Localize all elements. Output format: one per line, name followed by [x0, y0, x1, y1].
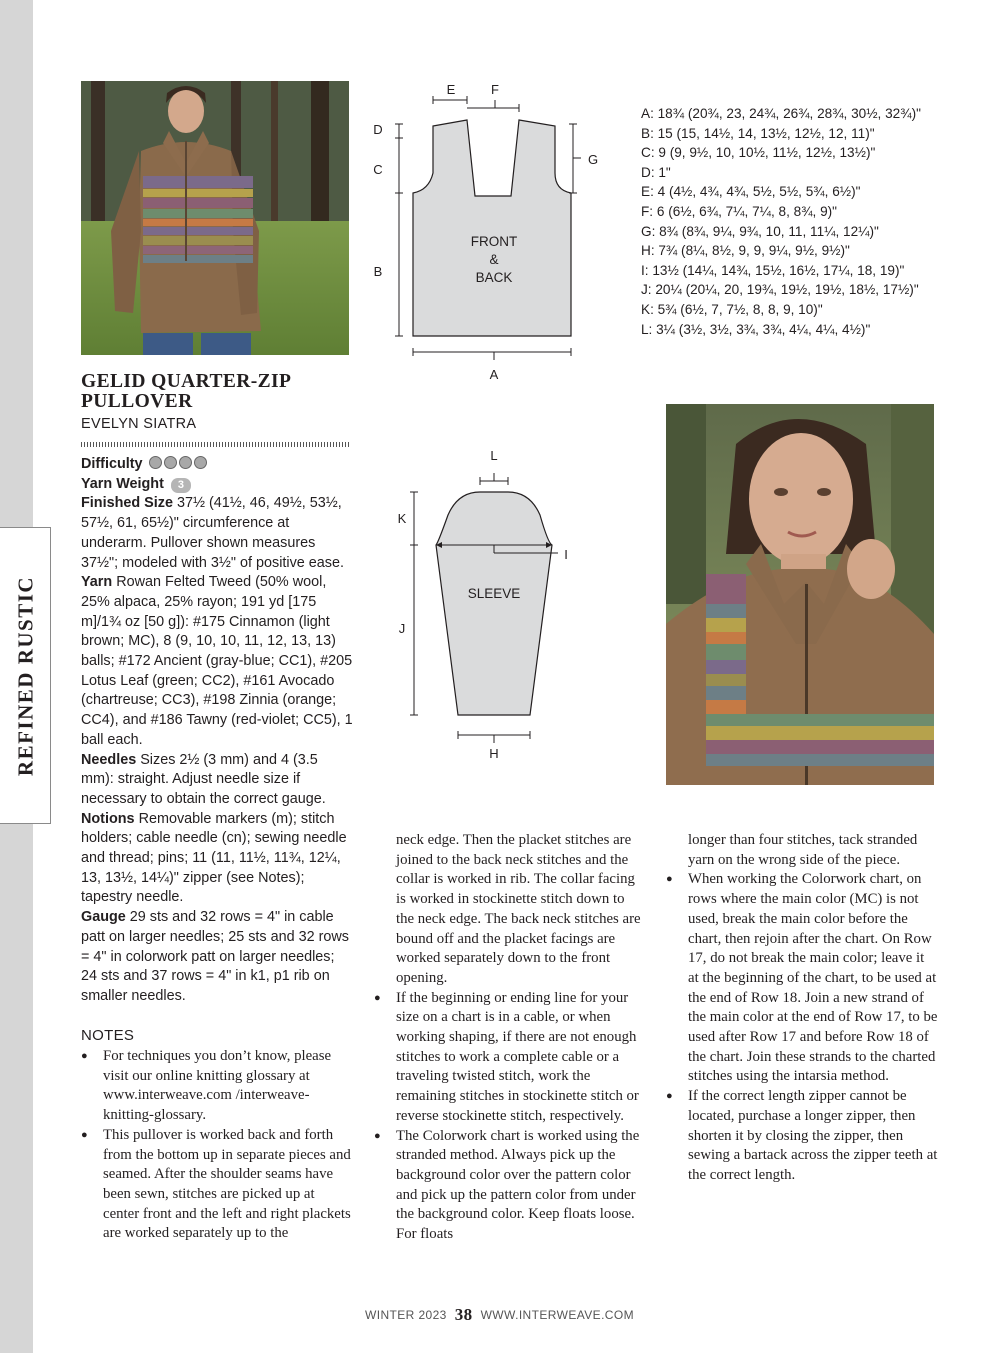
gauge	[81, 908, 353, 1007]
note-item: ● If the beginning or ending line for your size on a chart is in a cable, or when working shaping, if there are not enough stitches to work a complete cable or a traveling twisted stitch, work the remaining stitches in stockinette stitch or reverse stockinette stitch, respectively.	[374, 989, 646, 1127]
dim-label-h: H	[489, 746, 499, 761]
footer-issue: WINTER 2023	[365, 1308, 447, 1322]
measurement-line: F: 6 (6½, 6¾, 7¼, 7¼, 8, 8¾, 9)"	[641, 203, 838, 219]
needles-label: Needles	[81, 751, 137, 768]
dim-label-k: K	[397, 511, 407, 526]
note-continuation: neck edge. Then the placket stitches are joined to the back neck stitches and the collar is worked in rib. The collar facing is worked in stockinette stitch down to the neck edge. The back neck stitches are bound off and the placket facings are worked separately down to the front opening.	[396, 832, 641, 986]
finished-size-text: 37½ (41½, 46, 49½, 53½, 57½, 61, 65½)" circumference at underarm. Pullover shown measures 37½"; modeled with 3½" of positive ease.	[81, 495, 345, 571]
dim-label-e: E	[446, 82, 456, 97]
yarn-label: Yarn	[81, 574, 113, 591]
dim-label-i: I	[564, 547, 568, 562]
photo-model-full	[81, 81, 349, 355]
difficulty-row	[81, 455, 353, 475]
measurement-line: I: 13½ (14¼, 14¾, 15½, 16½, 17¼, 18, 19)"	[641, 262, 905, 278]
measurement-line: B: 15 (15, 14½, 14, 13½, 12½, 12, 11)"	[641, 125, 875, 141]
title-divider	[81, 442, 350, 447]
dim-label-b: B	[373, 264, 383, 279]
measurement-line: E: 4 (4½, 4¾, 4¾, 5½, 5½, 5¾, 6½)"	[641, 184, 861, 200]
yarn-weight-row	[81, 475, 353, 495]
yarn-text: Rowan Felted Tweed (50% wool, 25% alpaca, 25% rayon; 191 yd [175 m]/1¾ oz [50 g]): #175 Cinnamon (light brown; MC), 8 (9, 10, 10, 11, 12, 13, 13) balls; #172 Ancient (gray-blue; CC1), #205 Lotus Leaf (green; CC2), #161 Avocado (chartreuse; CC3), #198 Zinnia (orange; CC4), and #186 Tawny (red-violet; CC5), 1 ball each.	[81, 574, 353, 748]
photo-model-closeup	[666, 404, 934, 785]
pattern-title: GELID QUARTER-ZIP PULLOVER	[81, 371, 291, 412]
section-tab-label: REFINED RUSTIC	[13, 575, 38, 777]
notes-column-1	[81, 1047, 351, 1244]
dim-label-a: A	[489, 367, 499, 382]
measurement-line: H: 7¾ (8¼, 8½, 9, 9, 9¼, 9½, 9½)"	[641, 243, 850, 259]
footer-website: WWW.INTERWEAVE.COM	[480, 1308, 634, 1322]
note-item: ● This pullover is worked back and forth from the bottom up in separate pieces and seamed. After the shoulder seams have been sewn, stitches are picked up at center front and the left and right plackets are worked separately up to the	[81, 1126, 351, 1244]
note-item: ● For techniques you don’t know, please visit our online knitting glossary at www.interweave.com /interweave-knitting-glossary.	[81, 1047, 351, 1126]
yarn	[81, 573, 353, 750]
note-continuation: longer than four stitches, tack stranded yarn on the wrong side of the piece.	[688, 832, 918, 868]
front-back-label-2: BACK	[475, 270, 513, 285]
page-number: 38	[454, 1305, 473, 1324]
notes-heading: NOTES	[81, 1027, 135, 1044]
dim-label-c: C	[373, 162, 383, 177]
schematic-sleeve	[390, 445, 590, 765]
notions-label: Notions	[81, 810, 135, 827]
dim-label-j: J	[398, 621, 406, 636]
difficulty-dots-icon	[147, 456, 207, 472]
finished-size	[81, 494, 353, 573]
sleeve-label: SLEEVE	[467, 586, 521, 601]
notions-text: Removable markers (m); stitch holders; cable needle (cn); sewing needle and thread; pins; 11 (11, 11½, 11¾, 12¼, 13, 13½, 14¼)" zipper (see Notes); tapestry needle.	[81, 810, 347, 906]
front-back-amp: &	[489, 252, 499, 267]
note-item: ● When working the Colorwork chart, on rows where the main color (MC) is not used, break the main color before the chart, then rejoin after the chart. On Row 17, do not break the main color; leave it at the beginning of the chart, to be used at the end of Row 18. Join a new strand of the main color at the end of Row 17, to be used after Row 17 and before Row 18 of the chart. Join these strands to the charted stitches using the intarsia method.	[666, 870, 938, 1087]
note-item: ● If the correct length zipper cannot be located, purchase a longer zipper, then shorten it by closing the zipper, then sewing a bartack across the zipper teeth at the correct length.	[666, 1087, 938, 1186]
front-back-label: FRONT	[470, 234, 518, 249]
pattern-specs	[81, 455, 353, 1007]
finished-size-label: Finished Size	[81, 495, 173, 512]
designer-name: EVELYN SIATRA	[81, 416, 197, 432]
note-item: ● The Colorwork chart is worked using the stranded method. Always pick up the background color over the pattern color and pick up the pattern color from under the background color. Keep floats loose. For floats	[374, 1127, 646, 1245]
needles-text: Sizes 2½ (3 mm) and 4 (3.5 mm): straight. Adjust needle size if necessary to obtain the correct gauge.	[81, 751, 326, 807]
yarn-weight-icon: 3	[171, 478, 191, 493]
measurement-line: G: 8¾ (8¾, 9¼, 9¾, 10, 11, 11¼, 12¼)"	[641, 223, 879, 239]
gauge-text: 29 sts and 32 rows = 4" in cable patt on larger needles; 25 sts and 32 rows = 4" in colorwork patt on larger needles; 24 sts and 37 rows = 4" in k1, p1 rib on smaller needles.	[81, 909, 349, 1004]
measurement-line: D: 1"	[641, 164, 671, 180]
measurement-line: C: 9 (9, 9½, 10, 10½, 11½, 12½, 13½)"	[641, 145, 876, 161]
needles	[81, 751, 353, 810]
measurement-line: L: 3¼ (3½, 3½, 3¾, 3¾, 4¼, 4¼, 4½)"	[641, 321, 871, 337]
page-footer	[0, 1305, 999, 1325]
dim-label-d: D	[373, 122, 383, 137]
measurement-line: K: 5¾ (6½, 7, 7½, 8, 8, 9, 10)"	[641, 301, 823, 317]
measurements-list	[641, 104, 921, 339]
yarn-weight-label: Yarn Weight	[81, 475, 164, 492]
measurement-line: J: 20¼ (20¼, 20, 19¾, 19½, 19½, 18½, 17½)"	[641, 282, 919, 298]
dim-label-l: L	[490, 448, 498, 463]
gauge-label: Gauge	[81, 909, 126, 926]
measurement-line: A: 18¾ (20¾, 23, 24¾, 26¾, 28¾, 30½, 32¾)"	[641, 106, 921, 121]
difficulty-label: Difficulty	[81, 456, 143, 472]
dim-label-f: F	[491, 82, 499, 97]
notes-column-2	[374, 831, 646, 1245]
notions	[81, 810, 353, 909]
notes-column-3	[666, 831, 938, 1186]
schematic-front-back	[365, 78, 615, 388]
dim-label-g: G	[587, 152, 599, 167]
